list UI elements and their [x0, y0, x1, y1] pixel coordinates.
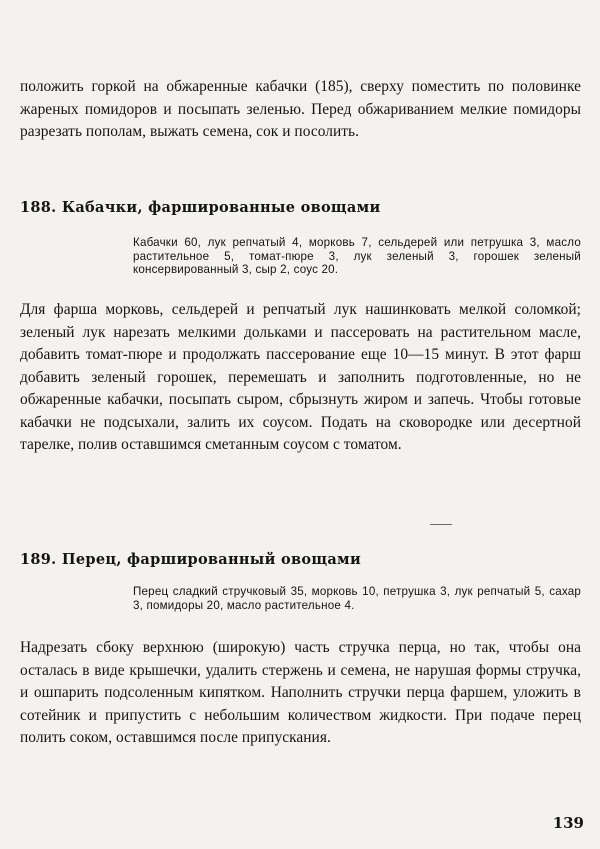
- recipe-189-ingredients: Перец сладкий стручковый 35, морковь 10, петрушка 3, лук репчатый 5, сахар 3, помидоры 20, масло растительное 4.: [133, 585, 581, 612]
- recipe-188-ingredients: Кабачки 60, лук репчатый 4, морковь 7, сельдерей или петрушка 3, масло растительное 5, томат-пюре 3, лук зеленый 3, горошек зеленый консервированный 3, сыр 2, соус 20.: [133, 236, 581, 277]
- recipe-188-title: 188. Кабачки, фаршированные овощами: [20, 199, 381, 216]
- recipe-188-instructions: Для фарша морковь, сельдерей и репчатый лук нашинковать мелкой соломкой; зеленый лук нарезать мелкими дольками и пассеровать на растительном масле, добавить томат-пюре и продолжать пассерование еще 10—15 минут. В этот фарш добавить зеленый горошек, перемешать и заполнить подготовленные, но не обжаренные кабачки, посыпать сыром, сбрызнуть жиром и запечь. Чтобы готовые кабачки не подсыхали, залить их соусом. Подать на сковородке или десертной тарелке, полив оставшимся сметанным соусом с томатом.: [20, 301, 581, 453]
- recipe-189-instructions: Надрезать сбоку верхнюю (широкую) часть стручка перца, но так, чтобы она осталась в виде крышечки, удалить стержень и семена, не нарушая формы стручка, и ошпарить подсоленным кипятком. Наполнить стручки перца фаршем, уложить в сотейник и припустить с небольшим количеством жидкости. При подаче перец полить соком, оставшимся после припускания.: [20, 639, 581, 746]
- recipe-189-title: 189. Перец, фаршированный овощами: [20, 551, 361, 568]
- intro-paragraph: положить горкой на обжаренные кабачки (185), сверху поместить по половинке жареных помидоров и посыпать зеленью. Перед обжариванием мелкие помидоры разрезать пополам, выжать семена, сок и посолить.: [20, 78, 581, 140]
- page-number: 139: [552, 814, 584, 832]
- divider-rule: [430, 524, 452, 525]
